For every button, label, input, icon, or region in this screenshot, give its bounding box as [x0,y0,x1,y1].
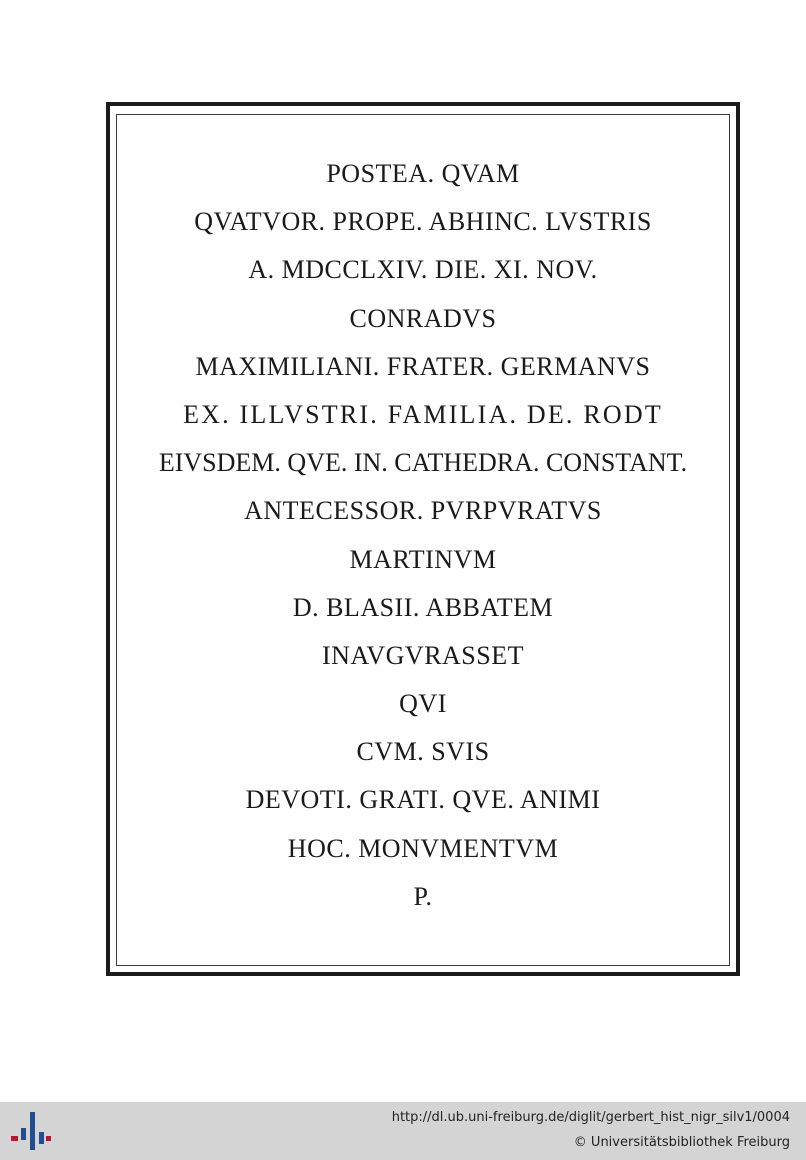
inscription-line: CVM. SVIS [356,737,490,767]
inscription-line: EX. ILLVSTRI. FAMILIA. DE. RODT [183,399,663,429]
inscription-text [116,150,730,921]
inscription-line: P. [413,881,433,911]
inscription-line: DEVOTI. GRATI. QVE. ANIMI [245,785,601,815]
inscription-line: HOC. MONVMENTVM [287,833,559,863]
inscription-line: CONRADVS [349,303,497,333]
inscription-line: POSTEA. QVAM [326,159,520,188]
viewer-footer [0,1102,806,1160]
inscription-line: MARTINVM [349,544,497,574]
inscription-line: D. BLASII. ABBATEM [292,592,554,622]
page-url-link[interactable]: http://dl.ub.uni-freiburg.de/diglit/gerbert_hist_nigr_silv1/0004 [391,1110,790,1125]
inscription-line: MAXIMILIANI. FRATER. GERMANVS [195,351,651,381]
inscription-line: QVI [399,689,447,719]
ub-freiburg-logo-icon [8,1110,52,1152]
inscription-line: A. MDCCLXIV. DIE. XI. NOV. [248,255,598,285]
copyright-text: © Universitätsbibliothek Freiburg [573,1135,790,1150]
inscription-line: INAVGVRASSET [322,640,524,670]
inscription-line: QVATVOR. PROPE. ABHINC. LVSTRIS [194,207,652,237]
inscription-line: EIVSDEM. QVE. IN. CATHEDRA. CONSTANT. [158,448,688,478]
inscription-line: ANTECESSOR. PVRPVRATVS [244,496,602,526]
